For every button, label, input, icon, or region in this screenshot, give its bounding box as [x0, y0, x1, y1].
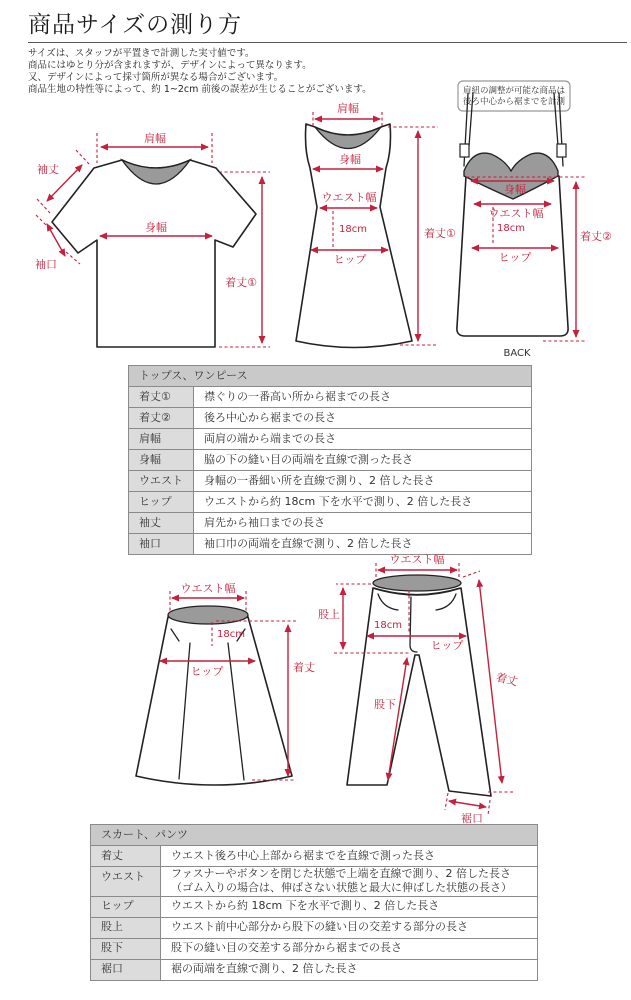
skirt-figure [136, 581, 315, 785]
term-cell: 肩幅 [129, 429, 194, 450]
table-row [129, 450, 532, 471]
tops-measure-table [128, 365, 532, 555]
table-row [91, 846, 538, 867]
desc-cell: ウエスト後ろ中心上部から裾までを直線で測った長さ [161, 846, 538, 867]
skirt-waist-width-label: ウエスト幅 [180, 582, 236, 595]
tshirt-length1-label: 着丈① [225, 276, 257, 289]
intro-line: 又、デザインによって採寸箇所が異なる場合がございます。 [28, 72, 284, 83]
desc-cell: 股下の縫い目の交差する部分から裾までの長さ [161, 938, 538, 959]
pants-inseam-label: 股下 [374, 698, 396, 711]
strap-adjuster-right [557, 144, 566, 157]
table-row [91, 867, 538, 897]
desc-cell: ウエストから約 18cm 下を水平で測り、2 倍した長さ [161, 896, 538, 917]
table-header-row [129, 366, 532, 387]
desc-cell: 袖口巾の両端を直線で測り、2 倍した長さ [194, 534, 532, 555]
table-row [129, 408, 532, 429]
pants-hip-label: ヒップ [430, 639, 464, 652]
pants-waistband [373, 575, 461, 591]
skirt-hip-offset-label: 18cm [217, 629, 245, 640]
camisole-waist-width-label: ウエスト幅 [488, 207, 544, 220]
pants-rise-label: 股上 [318, 608, 340, 621]
desc-cell [161, 867, 538, 897]
tshirt-sleeve-opening-label: 袖口 [35, 258, 57, 271]
pants-hip-offset-label: 18cm [374, 620, 402, 631]
term-cell: 袖口 [129, 534, 194, 555]
dress-body-width-label: 身幅 [339, 153, 361, 166]
camisole-back-label: BACK [503, 348, 531, 359]
term-cell: 股下 [91, 938, 161, 959]
term-cell: 股上 [91, 917, 161, 938]
table-row [91, 938, 538, 959]
desc-line2: （ゴム入りの場合は、伸ばさない状態と最大に伸ばした状態の長さ） [171, 881, 512, 895]
strap-note-line2: 後ろ中心から裾までを計測 [462, 97, 566, 107]
bottoms-table-title: スカート、パンツ [91, 825, 538, 846]
term-cell: ウエスト [129, 471, 194, 492]
pants-hem-opening-label: 裾口 [461, 812, 483, 825]
table-row [91, 959, 538, 980]
table-row [129, 513, 532, 534]
table-row [129, 471, 532, 492]
term-cell: ヒップ [91, 896, 161, 917]
title-underline [28, 42, 627, 43]
camisole-length2-label: 着丈② [580, 230, 612, 243]
table-row [129, 387, 532, 408]
desc-cell: ウエスト前中心部分から股下の縫い目の交差する部分の長さ [161, 917, 538, 938]
tshirt-shoulder-width-label: 肩幅 [144, 132, 166, 145]
camisole-hip-offset-label: 18cm [497, 223, 525, 234]
camisole-hip-label: ヒップ [498, 251, 532, 264]
desc-cell: 脇の下の縫い目の両端を直線で測った長さ [194, 450, 532, 471]
desc-cell: 襟ぐりの一番高い所から裾までの長さ [194, 387, 532, 408]
dress-shoulder-width-label: 肩幅 [337, 102, 359, 115]
skirt-length-label: 着丈 [293, 661, 315, 674]
dress-waist-width-label: ウエスト幅 [321, 191, 377, 204]
tshirt-outline [52, 160, 256, 347]
camisole-body-width-label: 身幅 [504, 183, 526, 196]
dress-hip-offset-label: 18cm [339, 224, 367, 235]
table-row [129, 492, 532, 513]
desc-cell: 裾の両端を直線で測り、2 倍した長さ [161, 959, 538, 980]
pants-figure [318, 552, 519, 825]
intro-line: 商品生地の特性等によって、約 1~2cm 前後の誤差が生じることがございます。 [28, 84, 372, 95]
term-cell: ヒップ [129, 492, 194, 513]
skirt-outline [136, 617, 292, 785]
term-cell: 裾口 [91, 959, 161, 980]
desc-cell: ウエストから約 18cm 下を水平で測り、2 倍した長さ [194, 492, 532, 513]
dress-figure [296, 101, 456, 348]
desc-cell: 身幅の一番細い所を直線で測り、2 倍した長さ [194, 471, 532, 492]
dress-length1-label: 着丈① [424, 227, 456, 240]
tshirt-figure [35, 131, 270, 347]
tshirt-sleeve-length-label: 袖丈 [37, 163, 59, 176]
strap-adjuster-left [460, 144, 469, 157]
strap-note-box [458, 81, 570, 111]
tops-diagram [0, 75, 631, 365]
desc-line1: ファスナーやボタンを閉じた状態で上端を直線で測り、2 倍した長さ [171, 867, 512, 880]
table-row [91, 917, 538, 938]
pants-waist-width-label: ウエスト幅 [389, 553, 445, 566]
tshirt-body-width-label: 身幅 [145, 221, 167, 234]
page-title: 商品サイズの測り方 [28, 12, 243, 38]
term-cell: 着丈① [129, 387, 194, 408]
tops-table-title: トップス、ワンピース [129, 366, 532, 387]
term-cell: 身幅 [129, 450, 194, 471]
desc-cell: 肩先から袖口までの長さ [194, 513, 532, 534]
term-cell: 着丈② [129, 408, 194, 429]
table-header-row [91, 825, 538, 846]
skirt-hip-label: ヒップ [190, 665, 224, 678]
pants-length-label: 着丈 [494, 670, 520, 689]
bottoms-measure-table [90, 824, 538, 981]
bottoms-diagram [0, 550, 631, 825]
dress-hip-label: ヒップ [333, 253, 367, 266]
table-row [129, 429, 532, 450]
intro-line: サイズは、スタッフが平置きで計測した実寸値です。 [28, 48, 255, 59]
pants-outline [347, 588, 491, 796]
table-row [91, 896, 538, 917]
term-cell: ウエスト [91, 867, 161, 897]
desc-cell: 後ろ中心から裾までの長さ [194, 408, 532, 429]
skirt-waistband [168, 606, 248, 624]
term-cell: 着丈 [91, 846, 161, 867]
camisole-figure [457, 93, 612, 359]
desc-cell: 両肩の端から端までの長さ [194, 429, 532, 450]
intro-line: 商品にはゆとり分が含まれますが、デザインによって異なります。 [28, 60, 312, 71]
term-cell: 袖丈 [129, 513, 194, 534]
strap-note-line1: 肩紐の調整が可能な商品は [462, 86, 566, 96]
